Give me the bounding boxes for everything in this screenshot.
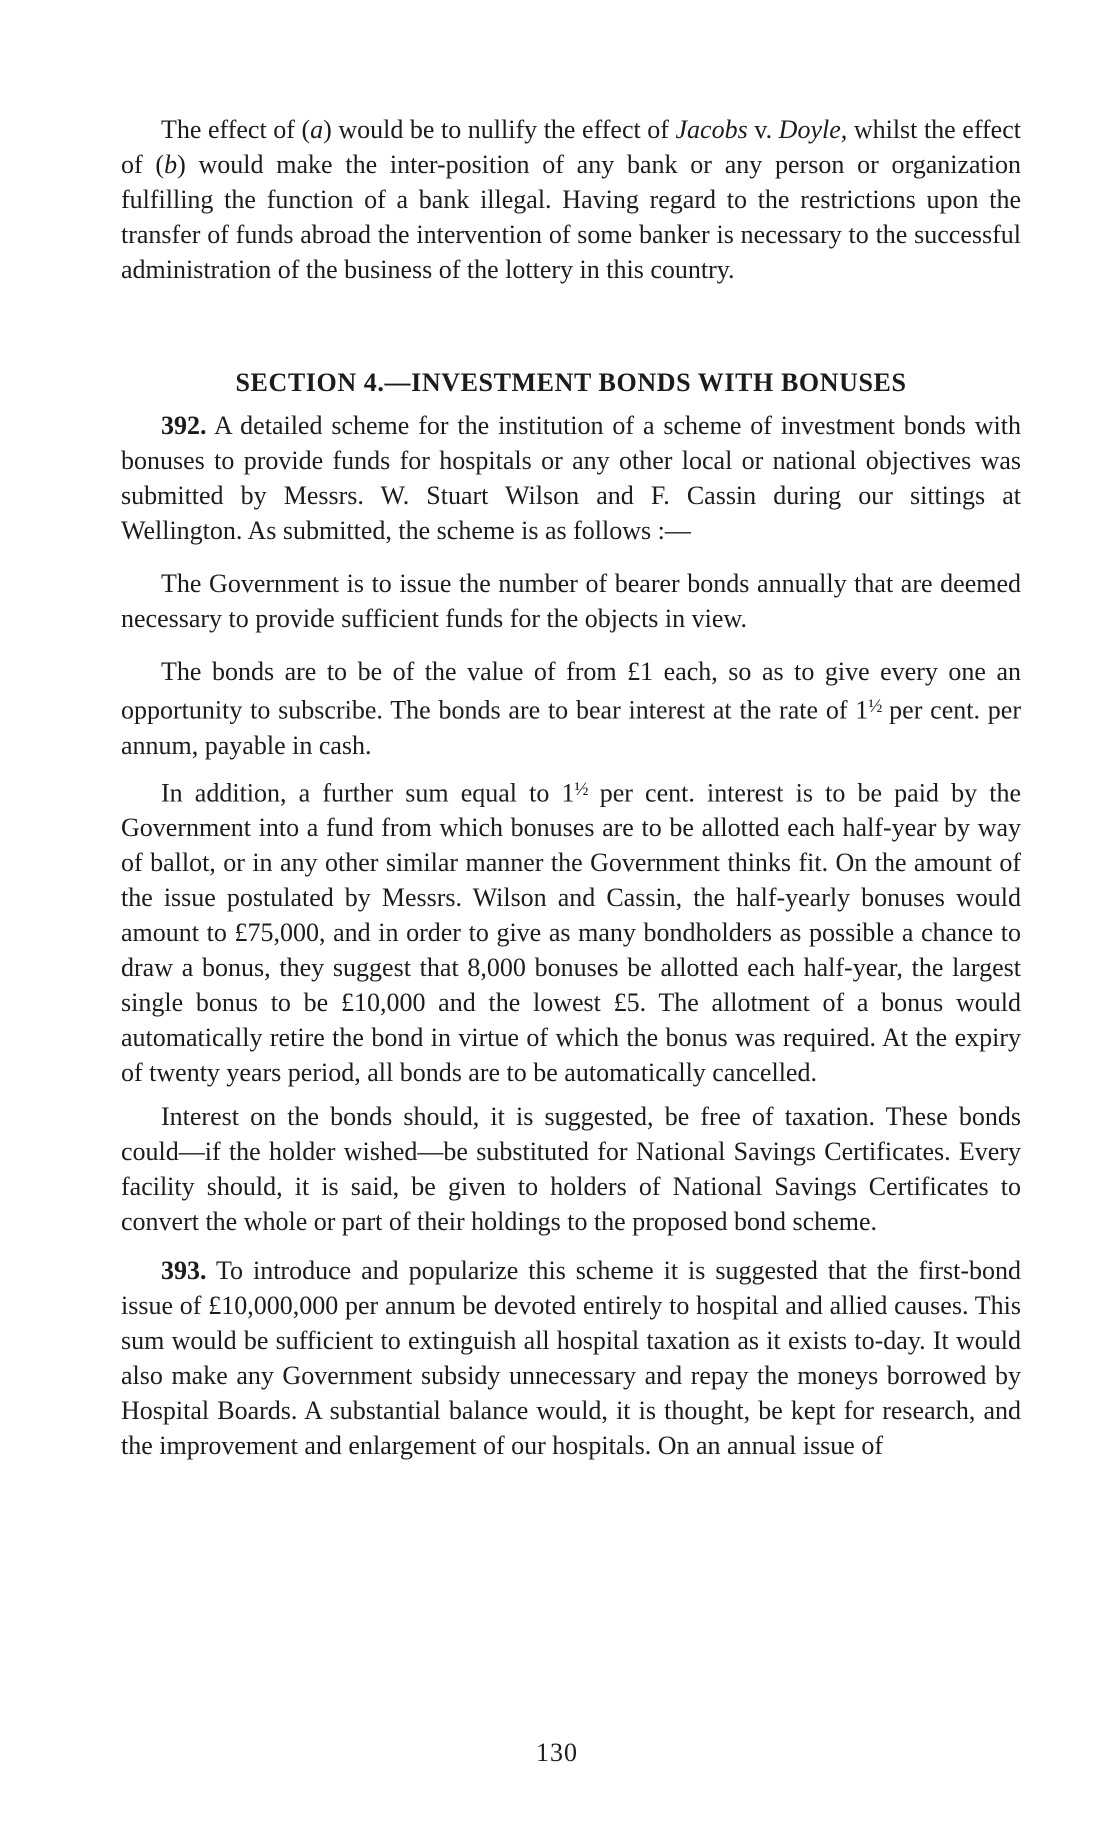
text-run: A detailed scheme for the institution of a scheme of investment bonds with bonuses to provide funds for hospitals or any other local or national objectives was submitted by Messrs. W. Stuart Wilson and F. Cassin during our sittings at Wellington. As submitted, the scheme is as follows :— xyxy=(121,411,1021,545)
paragraph-bearer-bonds: The Government is to issue the number of bearer bonds annually that are deemed necessary to provide sufficient funds for the objects in view. xyxy=(121,569,1021,633)
paragraph-bond-value xyxy=(121,654,1021,763)
fraction-half: ½ xyxy=(574,778,588,800)
case-name-doyle: Doyle, xyxy=(778,115,848,144)
page-body xyxy=(121,112,1021,1463)
paragraph-jacobs-v-doyle xyxy=(121,112,1021,287)
paragraph-taxation: Interest on the bonds should, it is suggested, be free of taxation. These bonds could—if the holder wished—be substituted for National Savings Certificates. Every facility should, it is said, be given to holders of National Savings Certificates to convert the whole or part of their holdings to the proposed bond scheme. xyxy=(121,1102,1021,1237)
text-run: per cent. per annum, payable in cash. xyxy=(121,695,1021,760)
section-heading: SECTION 4.—INVESTMENT BONDS WITH BONUSES xyxy=(235,368,907,397)
paragraph-number-392: 392. xyxy=(161,411,207,440)
fraction-half: ½ xyxy=(868,696,882,717)
text-run: The effect of ( xyxy=(161,115,311,144)
paragraph-number-393: 393. xyxy=(161,1256,207,1286)
paragraph-392 xyxy=(121,408,1021,548)
text-run: ) would make the inter-position of any bank or any person or organization fulfilling the function of a bank illegal. Having regard to the restrictions upon the transfer of funds abroad the intervention of some banker is necessary to the successful administration of the business of the lottery in this country. xyxy=(121,150,1021,284)
case-name-jacobs: Jacobs xyxy=(675,115,748,144)
paragraph-393 xyxy=(121,1253,1021,1463)
clause-label-b: b xyxy=(164,150,178,179)
paragraph-bonus-fund xyxy=(121,772,1021,1091)
page-number: 130 xyxy=(536,1738,578,1767)
text-run: per cent. interest is to be paid by the Government into a fund from which bonuses are to be allotted each half-year by way of ballot, or in any other similar manner the Government thinks fit. On the amount of the issue postulated by Messrs. Wilson and Cassin, the half-yearly bonuses would amount to £75,000, and in order to give as many bondholders as possible a chance to draw a bonus, they suggest that 8,000 bonuses be allotted each half-year, the largest single bonus to be £10,000 and the lowest £5. The allotment of a bonus would automatically retire the bond in virtue of which the bonus was required. At the expiry of twenty years period, all bonds are to be automatically cancelled. xyxy=(121,778,1021,1088)
text-run: In addition, a further sum equal to 1 xyxy=(161,778,575,808)
text-run: The bonds are to be of the value of from £1 each, so as to give every one an opportunity to subscribe. The bonds are to bear interest at the rate of 1 xyxy=(121,657,1021,725)
text-run: ) would be to nullify the effect of xyxy=(323,115,676,144)
text-run: v. xyxy=(747,115,779,144)
text-run: To introduce and popularize this scheme it is suggested that the first-bond issue of £10,000,000 per annum be devoted entirely to hospital and allied causes. This sum would be sufficient to extinguish all hospital taxation as it exists to-day. It would also make any Government subsidy unnecessary and repay the moneys borrowed by Hospital Boards. A substantial balance would, it is thought, be kept for research, and the improvement and enlargement of our hospitals. On an annual issue of xyxy=(121,1256,1021,1461)
text-run: whilst the effect of ( xyxy=(121,115,1021,179)
clause-label-a: a xyxy=(310,115,324,144)
